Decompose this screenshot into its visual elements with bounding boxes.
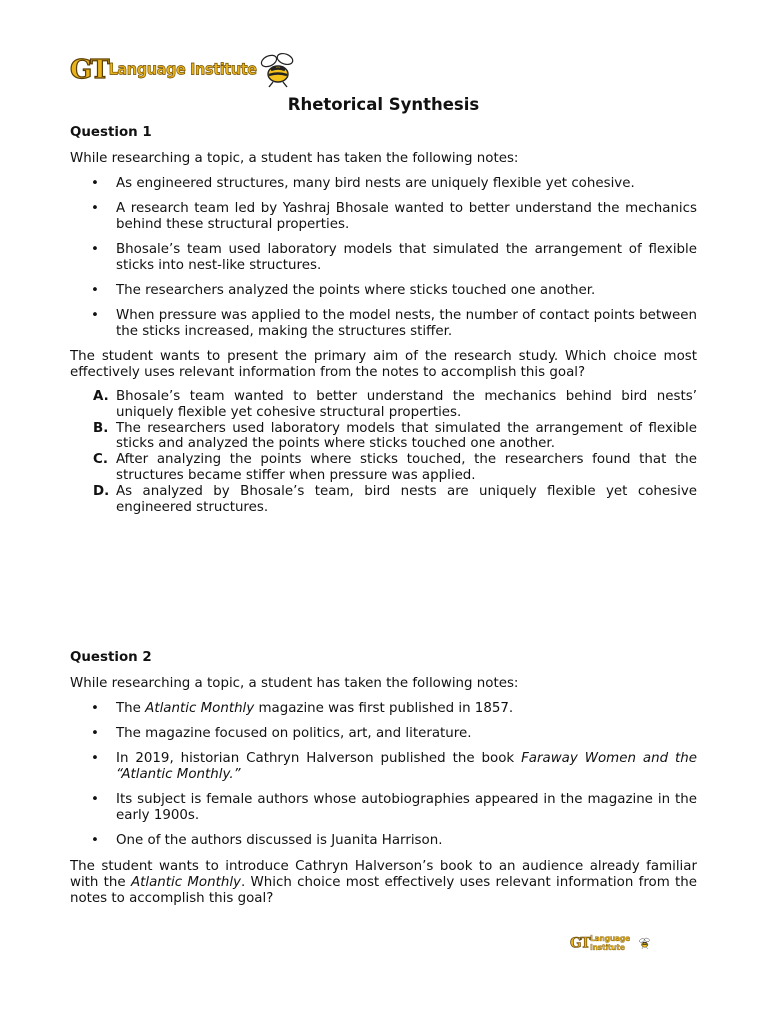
logo-initials: GT: [70, 55, 108, 85]
logo-initials: GT: [570, 935, 590, 952]
list-item: • The magazine focused on politics, art, and literature.: [70, 726, 697, 742]
document-page: [70, 0, 697, 1024]
list-item: • Bhosale’s team used laboratory models that simulated the arrangement of flexible sticks into nest-like structures.: [70, 242, 697, 274]
question-1-prompt: The student wants to present the primary aim of the research study. Which choice most effectively uses relevant information from the notes to accomplish this goal?: [70, 349, 697, 380]
list-item: [70, 751, 697, 783]
prompt-text: . Which choice most effectively uses relevant information from the notes to accomplish this goal?: [70, 874, 698, 906]
question-2-prompt: [70, 859, 697, 906]
choice-text: As analyzed by Bhosale’s team, bird nests are uniquely flexible yet cohesive engineered structures.: [116, 483, 697, 515]
logo-name: Language Institute: [108, 61, 257, 79]
note-italic-title: Atlantic Monthly: [145, 701, 255, 716]
question-1-notes: [70, 176, 697, 349]
note-text: In 2019, historian Cathryn Halverson published the book: [116, 751, 522, 767]
yellow-jacket-bee-icon: [259, 52, 297, 88]
question-2-intro: While researching a topic, a student has taken the following notes:: [70, 676, 519, 691]
answer-choice-b[interactable]: [70, 421, 697, 453]
choice-text: After analyzing the points where sticks touched, the researchers found that the structures became stiffer when pressure was applied.: [116, 452, 697, 483]
choice-letter: B.: [93, 420, 109, 436]
choice-letter: A.: [93, 389, 109, 404]
list-item: • One of the authors discussed is Juanita Harrison.: [70, 833, 697, 849]
question-1-heading: Question 1: [70, 125, 152, 140]
answer-choice-a[interactable]: [70, 389, 697, 421]
list-item: • The researchers analyzed the points where sticks touched one another.: [70, 283, 697, 299]
list-item: • As engineered structures, many bird nests are uniquely flexible yet cohesive.: [70, 176, 697, 192]
question-1-choices: [70, 389, 697, 515]
choice-letter: C.: [93, 452, 108, 468]
logo-name: Language Institute: [590, 934, 631, 953]
note-italic-title: Faraway Women and the “Atlantic Monthly.”: [116, 751, 697, 783]
note-text: The: [116, 701, 146, 716]
choice-letter: D.: [93, 483, 110, 499]
list-item: [70, 701, 697, 717]
prompt-italic-title: Atlantic Monthly: [130, 874, 241, 890]
list-item: • When pressure was applied to the model nests, the number of contact points between the sticks increased, making the structures stiffer.: [70, 308, 697, 340]
gt-language-institute-footer-logo: [570, 934, 651, 953]
question-2-notes: [70, 701, 697, 859]
choice-text: The researchers used laboratory models that simulated the arrangement of flexible sticks and analyzed the points where sticks touched one another.: [116, 420, 697, 452]
question-2-heading: Question 2: [70, 650, 152, 665]
answer-choice-c[interactable]: [70, 452, 697, 484]
list-item: • Its subject is female authors whose autobiographies appeared in the magazine in the early 1900s.: [70, 792, 697, 824]
choice-text: Bhosale’s team wanted to better understand the mechanics behind bird nests’ uniquely flexible yet cohesive structural properties.: [116, 389, 697, 420]
question-1-intro: While researching a topic, a student has taken the following notes:: [70, 151, 519, 166]
gt-language-institute-logo: [70, 52, 297, 88]
yellow-jacket-bee-icon: [639, 934, 651, 953]
page-title: Rhetorical Synthesis: [287, 95, 480, 114]
prompt-text: The student wants to introduce Cathryn Halverson’s book to an audience already familiar with the: [70, 859, 697, 890]
note-text: magazine was first published in 1857.: [254, 701, 514, 716]
list-item: • A research team led by Yashraj Bhosale wanted to better understand the mechanics behind these structural properties.: [70, 201, 697, 233]
answer-choice-d[interactable]: [70, 484, 697, 516]
